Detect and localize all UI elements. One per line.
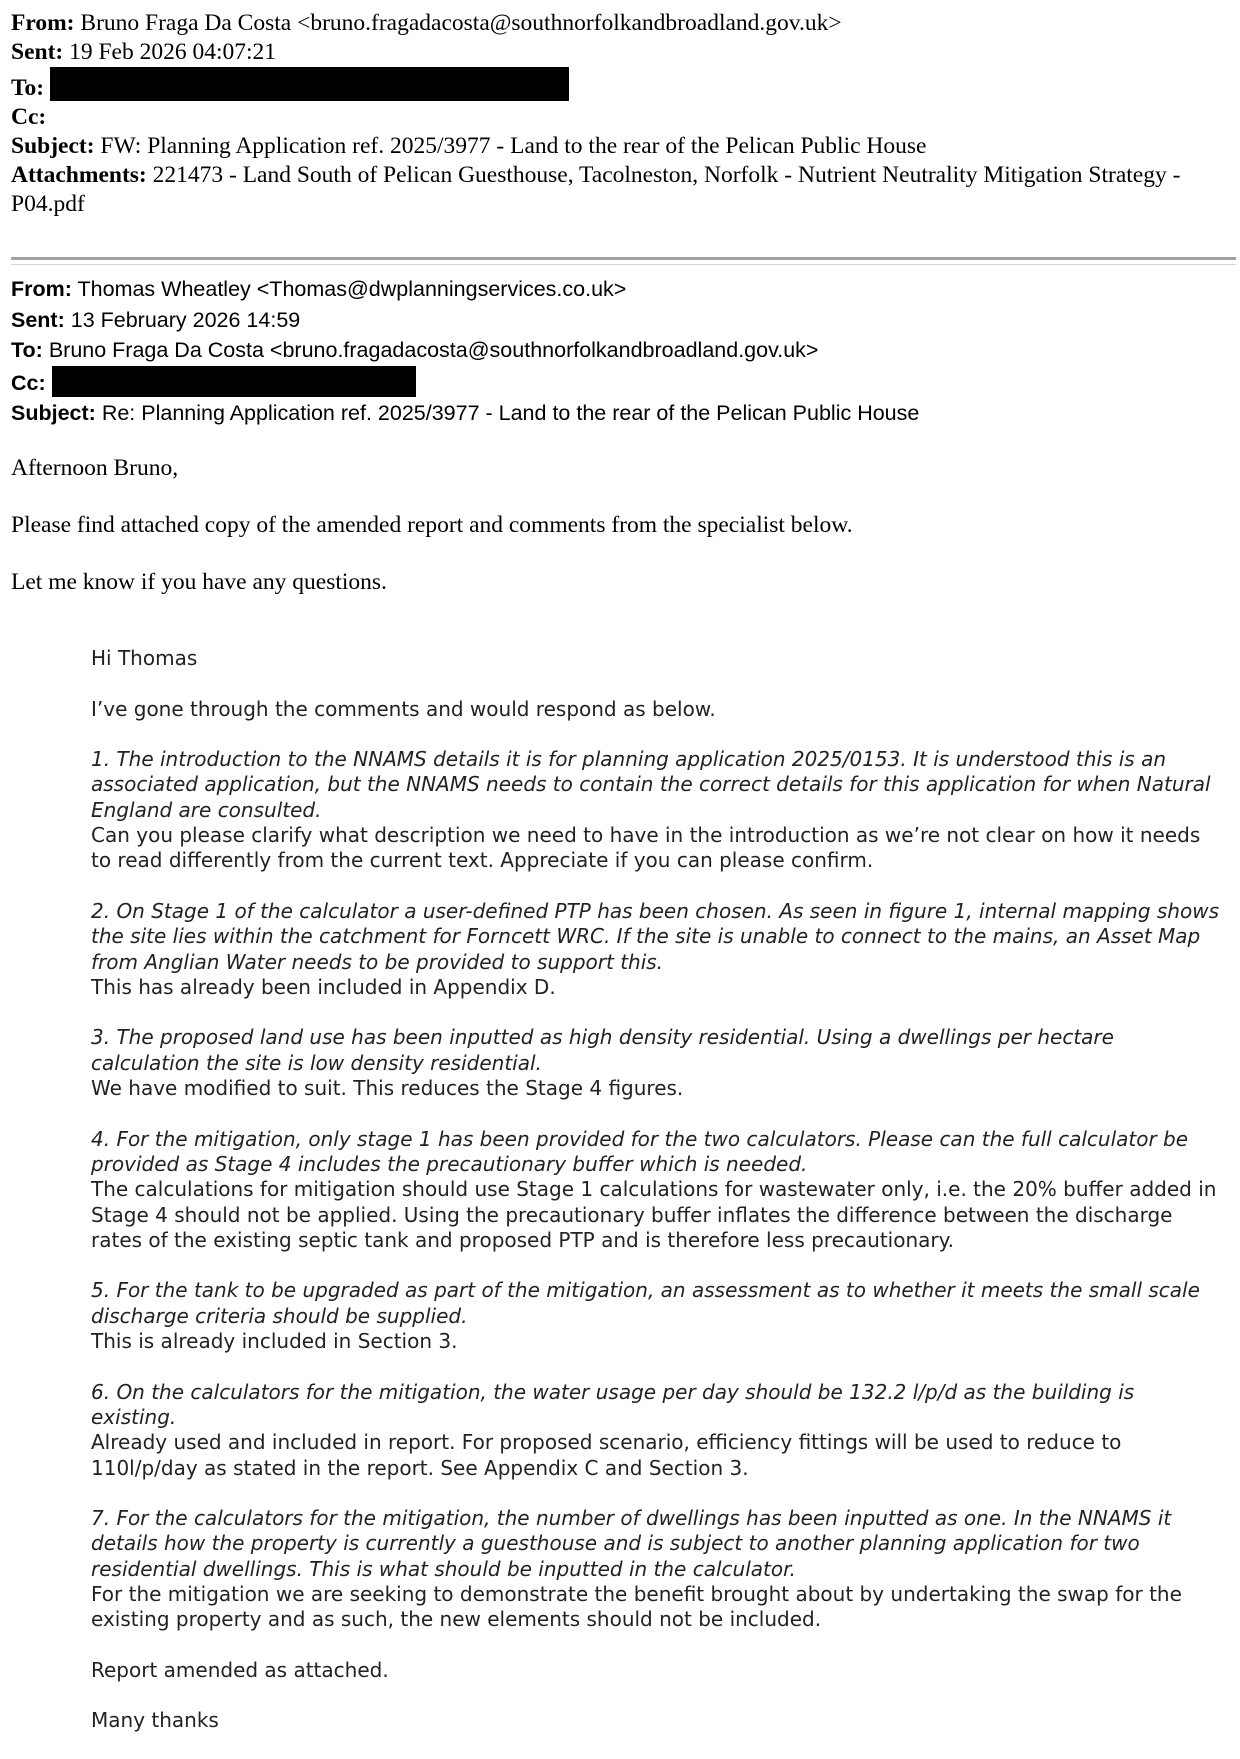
separator-line-light	[11, 264, 1236, 265]
quoted-item	[91, 1127, 1221, 1253]
original-subject-label: Subject:	[11, 401, 96, 425]
forward-subject-row	[11, 132, 1226, 161]
quoted-item-comment: 3. The proposed land use has been inputted as high density residential. Using a dwellings per hectare calculation the site is low density residential.	[91, 1025, 1114, 1075]
quoted-greeting: Hi Thomas	[91, 646, 198, 670]
original-to-label: To:	[11, 338, 43, 362]
quoted-intro: I’ve gone through the comments and would respond as below.	[91, 696, 716, 721]
forward-sent-label: Sent:	[11, 39, 64, 65]
original-header	[11, 274, 1226, 429]
quoted-closing-2: Many thanks	[91, 1708, 219, 1733]
forward-subject-label: Subject:	[11, 133, 95, 159]
original-from-label: From:	[11, 277, 72, 301]
forward-from-row	[11, 9, 1226, 38]
message-body	[11, 454, 1226, 625]
original-from-row	[11, 274, 1226, 305]
quoted-item	[91, 747, 1221, 873]
quoted-closing-1: Report amended as attached.	[91, 1657, 389, 1682]
quoted-item-comment: 1. The introduction to the NNAMS details it is for planning application 2025/0153. It is understood this is an associated application, but the NNAMS needs to contain the correct details for this application for when Natural England are consulted.	[91, 747, 1211, 822]
body-line-1: Please find attached copy of the amended report and comments from the specialist below.	[11, 512, 853, 538]
forward-to-redaction	[50, 67, 569, 101]
forward-cc-row	[11, 103, 1226, 132]
forward-from-label: From:	[11, 10, 75, 36]
original-to-value: Bruno Fraga Da Costa <bruno.fragadacosta@southnorfolkandbroadland.gov.uk>	[48, 338, 819, 362]
body-greeting: Afternoon Bruno,	[11, 455, 179, 481]
original-from-value: Thomas Wheatley <Thomas@dwplanningservices.co.uk>	[77, 277, 627, 301]
original-subject-row	[11, 398, 1226, 429]
original-sent-row	[11, 305, 1226, 336]
quoted-item-response: For the mitigation we are seeking to demonstrate the benefit brought about by undertaking the swap for the existing property and as such, the new elements should not be included.	[91, 1581, 1182, 1632]
original-cc-redaction	[52, 366, 416, 397]
quoted-item	[91, 1380, 1221, 1481]
quoted-item	[91, 899, 1221, 1000]
original-sent-value: 13 February 2026 14:59	[70, 307, 301, 332]
attachment-link[interactable]: 221473 - Land South of Pelican Guesthouse, Tacolneston, Norfolk - Nutrient Neutrality Mitigation Strategy - P04.pdf	[11, 162, 1181, 217]
quoted-item-response: This has already been included in Appendix D.	[91, 974, 556, 999]
forward-from-value: Bruno Fraga Da Costa <bruno.fragadacosta@southnorfolkandbroadland.gov.uk>	[80, 10, 842, 36]
quoted-item	[91, 1025, 1221, 1101]
forward-attachments-label: Attachments:	[11, 162, 147, 188]
original-cc-row	[11, 366, 1226, 399]
forward-sent-row	[11, 38, 1226, 67]
forward-sent-value: 19 Feb 2026 04:07:21	[69, 39, 277, 65]
original-cc-label: Cc:	[11, 370, 46, 395]
quoted-item-response: We have modified to suit. This reduces the Stage 4 figures.	[91, 1076, 684, 1101]
quoted-item-response: Can you please clarify what description we need to have in the introduction as we’re not clear on how it needs to read differently from the current text. Appreciate if you can please confirm.	[91, 823, 1201, 873]
quoted-item	[91, 1506, 1221, 1632]
quoted-reply	[91, 646, 1221, 1759]
quoted-item-comment: 5. For the tank to be upgraded as part of the mitigation, an assessment as to whether it meets the small scale discharge criteria should be supplied.	[91, 1278, 1200, 1328]
quoted-item-comment: 2. On Stage 1 of the calculator a user-defined PTP has been chosen. As seen in figure 1, internal mapping shows the site lies within the catchment for Forncett WRC. If the site is unable to connect to the mains, an Asset Map from Anglian Water needs to be provided to support this.	[91, 898, 1219, 974]
quoted-item-response: This is already included in Section 3.	[91, 1329, 458, 1354]
forward-attachments-row	[11, 161, 1226, 219]
quoted-item-comment: 4. For the mitigation, only stage 1 has been provided for the two calculators. Please can the full calculator be provided as Stage 4 includes the precautionary buffer which is needed.	[91, 1126, 1189, 1176]
quoted-item-response: Already used and included in report. For proposed scenario, efficiency fittings will be used to reduce to 110l/p/day as stated in the report. See Appendix C and Section 3.	[91, 1430, 1122, 1480]
quoted-item	[91, 1278, 1221, 1354]
quoted-item-comment: 6. On the calculators for the mitigation, the water usage per day should be 132.2 l/p/d as the building is existing.	[91, 1379, 1135, 1429]
forward-to-label: To:	[11, 75, 45, 101]
quoted-item-comment: 7. For the calculators for the mitigation, the number of dwellings has been inputted as one. In the NNAMS it details how the property is currently a guesthouse and is subject to another planning application for two residential dwellings. This is what should be inputted in the calculator.	[91, 1506, 1172, 1581]
original-subject-value: Re: Planning Application ref. 2025/3977 - Land to the rear of the Pelican Public House	[101, 401, 920, 425]
forward-subject-value: FW: Planning Application ref. 2025/3977 - Land to the rear of the Pelican Public House	[100, 133, 927, 159]
forward-cc-label: Cc:	[11, 104, 47, 130]
separator-line	[11, 257, 1236, 260]
quoted-item-response: The calculations for mitigation should use Stage 1 calculations for wastewater only, i.e. the 20% buffer added in Stage 4 should not be applied. Using the precautionary buffer inflates the difference between the discharge rates of the existing septic tank and proposed PTP and is therefore less precautionary.	[91, 1177, 1217, 1252]
body-line-2: Let me know if you have any questions.	[11, 569, 387, 595]
original-to-row	[11, 335, 1226, 366]
forward-header	[11, 9, 1226, 219]
forward-to-row	[11, 67, 1226, 103]
original-sent-label: Sent:	[11, 307, 65, 332]
